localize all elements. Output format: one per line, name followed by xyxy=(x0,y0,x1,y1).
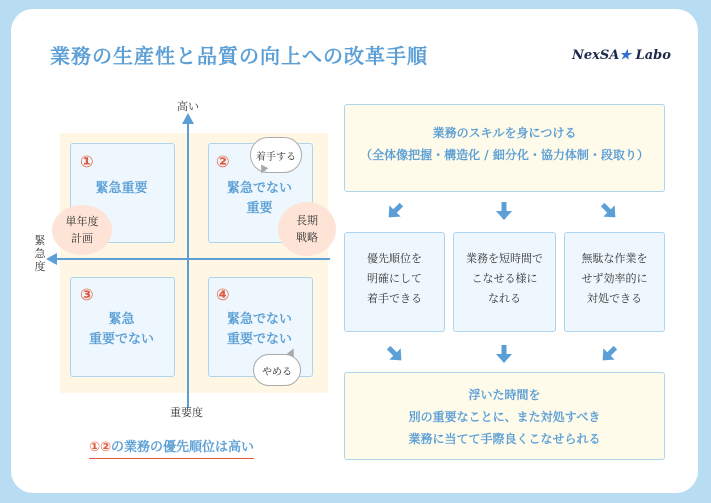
brand-name: NexSA xyxy=(572,48,620,63)
flow-bottom-line3: 業務に当てて手際良くこなせられる xyxy=(408,432,601,446)
flow-middle-2-line3: なれる xyxy=(488,292,521,305)
arrow-down-left-icon xyxy=(598,343,620,365)
quadrant-1-label: 緊急重要 xyxy=(95,181,148,196)
flow-top-line2: （全体像把握・構造化 / 細分化・協力体制・段取り） xyxy=(360,148,649,162)
y-axis-label: 高い xyxy=(177,100,199,113)
flow-top-box xyxy=(344,104,665,192)
arrow-down-right-icon xyxy=(384,343,406,365)
flow-middle-box-1 xyxy=(344,232,445,332)
flow-middle-1-line1: 優先順位を xyxy=(367,252,422,265)
horizontal-axis xyxy=(56,258,330,260)
flow-middle-1-line2: 明確にして xyxy=(367,272,422,285)
annual-plan-line2: 計画 xyxy=(71,232,93,245)
quadrant-2-number: ② xyxy=(216,152,230,171)
flow-middle-1-line3: 着手できる xyxy=(367,292,422,305)
footnote xyxy=(89,436,254,459)
annual-plan-line1: 単年度 xyxy=(65,215,99,228)
quadrant-3-number: ③ xyxy=(80,285,94,304)
annual-plan-circle xyxy=(52,205,112,255)
x-axis-label-char-2: 急 xyxy=(34,247,46,260)
arrow-down-icon xyxy=(493,200,515,222)
quadrant-2-label-line1: 緊急でない xyxy=(226,181,292,196)
flow-middle-3-line1: 無駄な作業を xyxy=(581,252,648,265)
quadrant-1-number: ① xyxy=(80,152,94,171)
flow-middle-3-line3: 対処できる xyxy=(587,292,642,305)
vertical-axis-arrowhead xyxy=(182,113,194,124)
long-term-line1: 長期 xyxy=(296,214,318,227)
long-term-circle xyxy=(278,202,336,256)
bottom-axis-label: 重要度 xyxy=(170,406,203,419)
vertical-axis xyxy=(187,122,189,408)
brand-suffix: Labo xyxy=(635,48,671,63)
flow-bottom-box xyxy=(344,372,665,460)
quadrant-3-label-line2: 重要でない xyxy=(88,332,154,347)
arrow-down-left-icon xyxy=(384,200,406,222)
x-axis-label-char-1: 緊 xyxy=(34,234,46,247)
quadrant-4-label-line2: 重要でない xyxy=(226,332,292,347)
x-axis-label-char-3: 度 xyxy=(34,260,46,273)
footnote-marks: ①② xyxy=(89,440,112,455)
flow-top-line1: 業務のスキルを身につける xyxy=(432,126,577,140)
arrow-down-icon xyxy=(493,343,515,365)
arrow-down-right-icon xyxy=(598,200,620,222)
footnote-text: の業務の優先順位は高い xyxy=(111,440,255,455)
flow-bottom-line2: 別の重要なことに、また対処すべき xyxy=(408,410,601,424)
page-title: 業務の生産性と品質の向上への改革手順 xyxy=(50,44,428,68)
bubble-start: 着手する xyxy=(250,137,302,173)
flow-middle-3-line2: せず効率的に xyxy=(581,272,648,285)
flow-bottom-line1: 浮いた時間を xyxy=(468,388,541,402)
x-axis-label xyxy=(33,234,47,273)
quadrant-2-label-line2: 重要 xyxy=(246,201,273,216)
flow-middle-box-2 xyxy=(453,232,556,332)
quadrant-4-number: ④ xyxy=(216,285,230,304)
long-term-line2: 戦略 xyxy=(296,231,318,244)
flow-middle-box-3 xyxy=(564,232,665,332)
star-icon: ★ xyxy=(619,48,632,63)
brand-logo xyxy=(572,48,671,63)
flow-middle-2-line1: 業務を短時間で xyxy=(466,252,543,265)
horizontal-axis-arrowhead xyxy=(46,253,57,265)
flow-middle-2-line2: こなせる様に xyxy=(471,272,538,285)
bubble-stop: やめる xyxy=(253,354,301,386)
quadrant-3-label-line1: 緊急 xyxy=(108,312,135,327)
quadrant-4-label-line1: 緊急でない xyxy=(226,312,292,327)
